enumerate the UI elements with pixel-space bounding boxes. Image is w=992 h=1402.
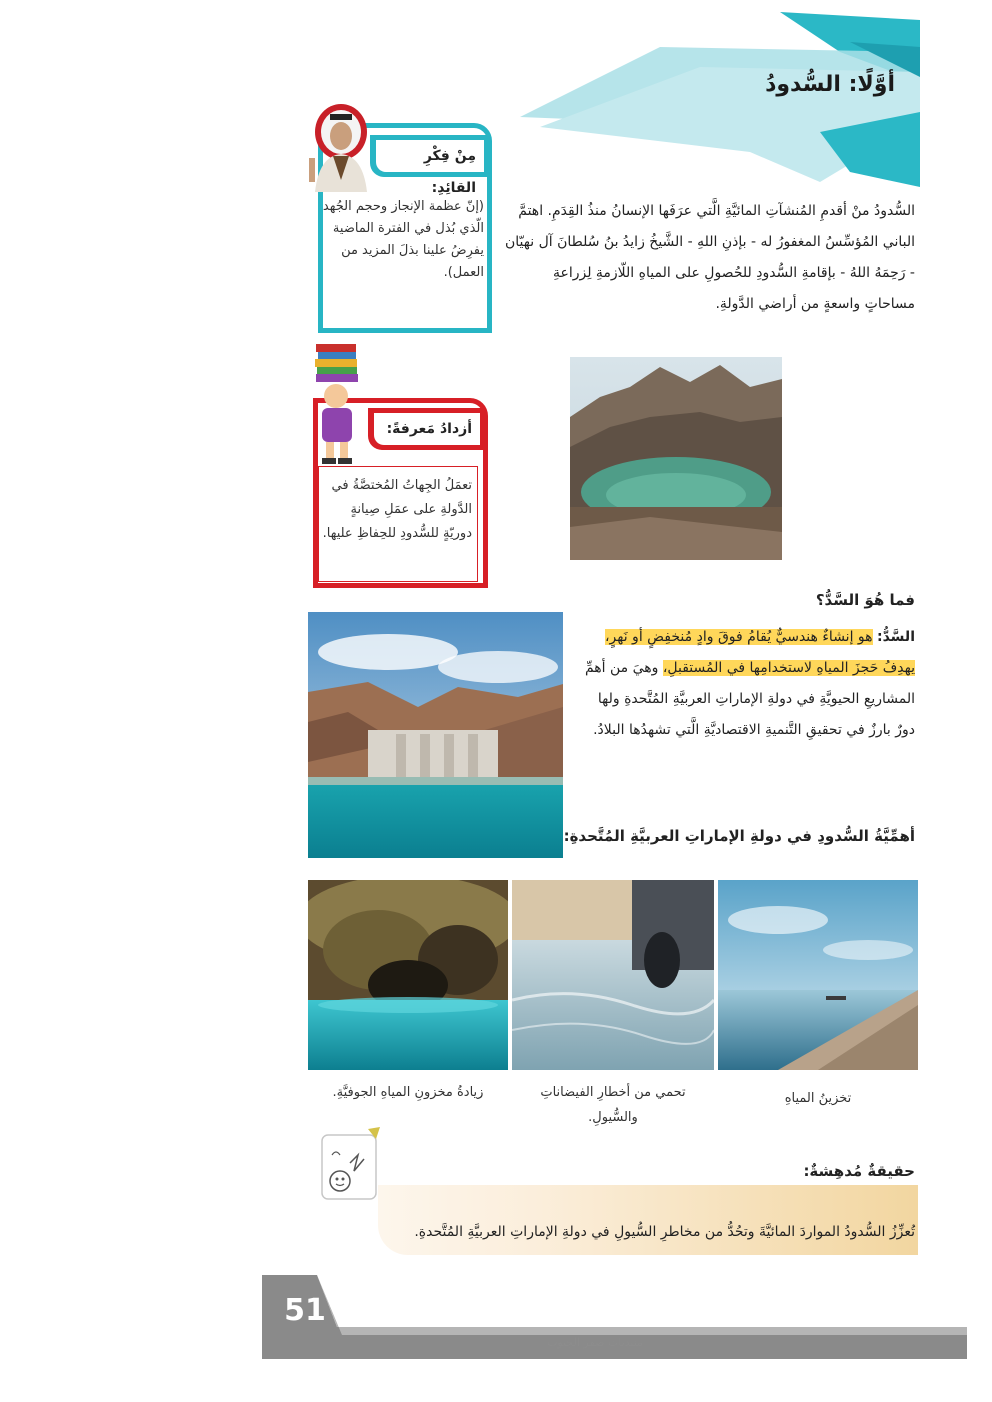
flood-photo	[512, 880, 714, 1070]
mountain-dam-photo	[570, 357, 782, 560]
caption-flood-line2: والسُّيولِ.	[588, 1110, 638, 1125]
dam-definition-paragraph	[575, 622, 915, 746]
groundwater-cave-photo	[308, 880, 508, 1070]
leader-portrait-icon	[305, 100, 377, 192]
watermark-text: منتديات صقر الجنوب	[547, 1336, 643, 1349]
doodle-face-icon	[318, 1125, 384, 1205]
knowledge-text: تعمَلُ الجِهاتُ المُختصَّةُ في الدَّولةِ على عمَلِ صِيانةٍ دوريّةٍ للسُّدودِ للحِفاظِ عليها.	[322, 478, 472, 541]
water-storage-photo	[718, 880, 918, 1070]
caption-flood-line1: تحمي من أخطارِ الفيضاناتِ	[540, 1085, 686, 1100]
importance-heading: أهمِّيَّةُ السُّدودِ في دولةِ الإماراتِ العربيَّةِ المُتَّحدةِ:	[563, 827, 915, 845]
fact-heading: حقيقةٌ مُدهِشةٌ:	[803, 1162, 915, 1180]
caption-water-storage: تخزينُ المياهِ	[784, 1091, 852, 1106]
dam-term: السَّدُّ:	[877, 629, 915, 645]
section-title: أوَّلًا: السُّدودُ	[765, 72, 895, 97]
what-is-dam-heading: فما هُوَ السَّدُّ؟	[815, 591, 915, 609]
quote-text: (إنّ عظمة الإنجاز وحجم الجُهد الّذي بُذل في الفترة الماضية يفرِضُ علينا بذلَ المزيد من العمل).	[322, 199, 484, 280]
knowledge-title: أزدادُ مَعرفةً:	[374, 413, 480, 445]
dam-definition-rest: وهيَ من أهمِّ المشاريعِ الحيويَّةِ في دولةِ الإماراتِ العربيَّةِ المُتَّحدةِ ولها دورٌ بارزٌ في تحقيقِ التَّنميةِ الاقتصاديَّةِ الَّتي تشهدُها البلادُ.	[584, 660, 915, 738]
dam-definition-highlight: هو إنشاءٌ هندسيٌّ يُقامُ فوقَ وادٍ مُنخفِضٍ أو نَهرٍ، يهدِفُ حَجزَ المياهِ لاستخدامِها في المُستقبلِ،	[605, 629, 915, 676]
intro-paragraph: السُّدودُ منْ أقدمِ المُنشآتِ المائيَّةِ الَّتي عرَفَها الإنسانُ منذُ القِدَمِ. اهتمَّ الباني المُؤسِّسُ المغفورُ له - بإذنِ اللهِ - الشَّيخُ زايدُ بنُ سُلطانَ آل نهيّان - رَحِمَهُ اللهُ - بإقامةِ السُّدودِ للحُصولِ على المياهِ اللّازمةِ لِزراعةِ مساحاتٍ واسعةٍ من أراضي الدَّولةِ.	[505, 203, 915, 312]
quote-title: مِنْ فِكْرِ القائِدِ:	[376, 140, 484, 172]
caption-flood-protection	[512, 1080, 714, 1130]
kid-with-books-icon	[306, 338, 370, 466]
fact-text: تُعزِّزُ السُّدودُ المواردَ المائيَّةَ وتحُدُّ من مخاطرِ السُّيولِ في دولةِ الإماراتِ العربيَّةِ المُتَّحدةِ.	[414, 1224, 915, 1240]
page-number: 51	[284, 1293, 326, 1328]
caption-groundwater: زيادةُ مخزونِ المياهِ الجوفيَّةِ.	[332, 1085, 484, 1100]
section-banner	[520, 12, 920, 187]
large-dam-photo	[308, 612, 563, 858]
